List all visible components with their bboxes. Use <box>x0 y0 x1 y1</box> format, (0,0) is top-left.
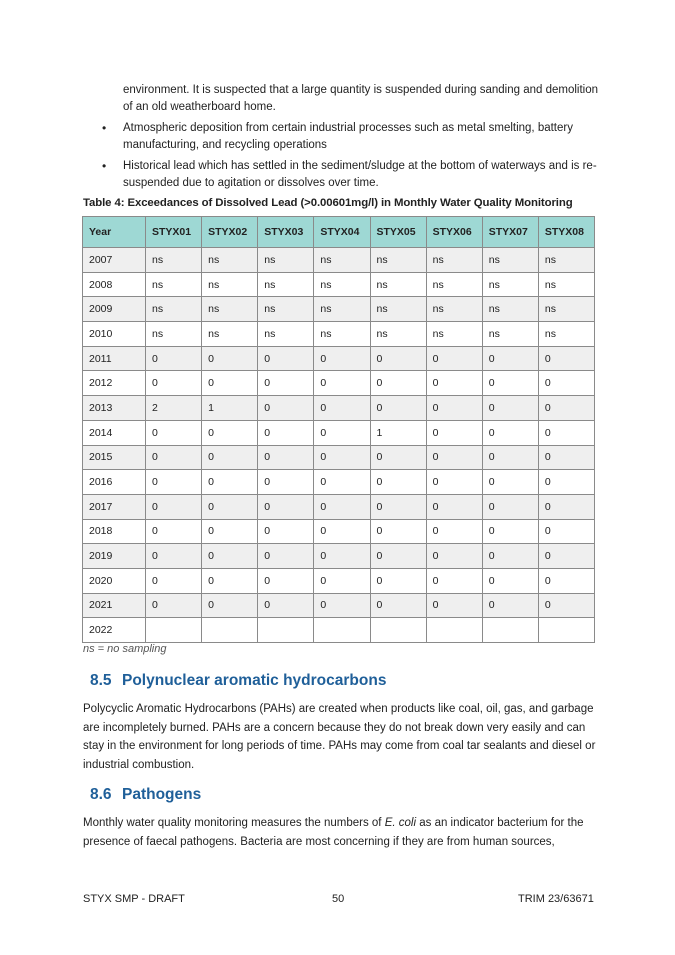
table-cell <box>426 618 482 643</box>
column-header: STYX04 <box>314 217 370 248</box>
bullet-icon: • <box>102 159 107 173</box>
table-cell <box>258 618 314 643</box>
table-cell: ns <box>482 322 538 347</box>
table-header-row <box>83 217 595 248</box>
table-cell: 0 <box>482 568 538 593</box>
table-cell: ns <box>426 322 482 347</box>
table-cell <box>314 618 370 643</box>
table-cell: 0 <box>258 420 314 445</box>
table-cell: 0 <box>426 494 482 519</box>
table-cell: ns <box>314 297 370 322</box>
table-cell: 0 <box>314 420 370 445</box>
table-cell: 0 <box>482 494 538 519</box>
table-cell: 0 <box>538 371 594 396</box>
table-cell: 0 <box>146 568 202 593</box>
table-cell: 0 <box>426 568 482 593</box>
lead-exceedance-table <box>82 216 595 643</box>
table-row <box>83 593 595 618</box>
section-8-5-paragraph: Polycyclic Aromatic Hydrocarbons (PAHs) are created when products like coal, oil, gas, and garbage are incompletely burned. PAHs are a concern because they do not break down very easily and can stay in the environment for long periods of time. PAHs may come from coal tar sealants and diesel or industrial combustion. <box>83 703 596 771</box>
table-row <box>83 346 595 371</box>
list-item <box>100 120 605 154</box>
table-cell: 0 <box>370 593 426 618</box>
table-row <box>83 371 595 396</box>
column-header: Year <box>83 217 146 248</box>
footer-right: TRIM 23/63671 <box>518 893 594 905</box>
table-cell: 0 <box>370 470 426 495</box>
table-row <box>83 396 595 421</box>
page-number: 50 <box>332 893 345 905</box>
table-cell: ns <box>482 297 538 322</box>
bullet-list <box>100 120 605 196</box>
column-header: STYX02 <box>202 217 258 248</box>
table-cell <box>146 618 202 643</box>
table-cell: 0 <box>482 519 538 544</box>
year-cell: 2019 <box>83 544 146 569</box>
section-number: 8.5 <box>90 672 112 689</box>
table-body <box>83 248 595 643</box>
table-cell: 0 <box>314 593 370 618</box>
column-header: STYX01 <box>146 217 202 248</box>
table-row <box>83 248 595 273</box>
table-cell: 0 <box>482 346 538 371</box>
table-cell: 0 <box>314 346 370 371</box>
table-cell: ns <box>426 248 482 273</box>
footer-left: STYX SMP - DRAFT <box>83 893 185 905</box>
year-cell: 2007 <box>83 248 146 273</box>
table-cell: ns <box>314 272 370 297</box>
table-cell: ns <box>426 272 482 297</box>
table-note: ns = no sampling <box>83 643 167 655</box>
table-cell: 1 <box>202 396 258 421</box>
table-cell: ns <box>482 272 538 297</box>
table-cell: 0 <box>314 519 370 544</box>
year-cell: 2015 <box>83 445 146 470</box>
table-cell: 0 <box>538 519 594 544</box>
table-cell: 0 <box>258 494 314 519</box>
table-cell: ns <box>202 322 258 347</box>
table-cell <box>202 618 258 643</box>
table-cell: 0 <box>482 396 538 421</box>
table-cell: ns <box>146 272 202 297</box>
table-cell: 0 <box>202 470 258 495</box>
table-cell: ns <box>370 248 426 273</box>
table-cell: 0 <box>426 371 482 396</box>
table-cell: ns <box>258 297 314 322</box>
table-cell: 0 <box>202 568 258 593</box>
table-cell: 0 <box>538 396 594 421</box>
table-cell: 0 <box>202 445 258 470</box>
table-cell: 0 <box>426 519 482 544</box>
section-number: 8.6 <box>90 786 112 803</box>
table-cell: ns <box>258 248 314 273</box>
table-cell: ns <box>258 322 314 347</box>
table-cell: 0 <box>482 544 538 569</box>
column-header: STYX08 <box>538 217 594 248</box>
table-row <box>83 568 595 593</box>
table-cell: 0 <box>538 470 594 495</box>
year-cell: 2011 <box>83 346 146 371</box>
table-cell: ns <box>258 272 314 297</box>
column-header: STYX07 <box>482 217 538 248</box>
year-cell: 2010 <box>83 322 146 347</box>
table-cell: ns <box>202 272 258 297</box>
year-cell: 2012 <box>83 371 146 396</box>
year-cell: 2022 <box>83 618 146 643</box>
table-cell: ns <box>202 297 258 322</box>
table-cell <box>538 618 594 643</box>
table-cell: 0 <box>146 519 202 544</box>
table-cell: ns <box>370 322 426 347</box>
table-caption: Table 4: Exceedances of Dissolved Lead (>0.00601mg/l) in Monthly Water Quality Monitoring <box>83 197 573 209</box>
table-cell: 0 <box>538 593 594 618</box>
table-cell: 0 <box>314 568 370 593</box>
table-cell: 0 <box>370 519 426 544</box>
table-row <box>83 322 595 347</box>
table-cell <box>482 618 538 643</box>
table-cell: 0 <box>202 593 258 618</box>
year-cell: 2008 <box>83 272 146 297</box>
section-heading-8-6 <box>90 786 201 804</box>
table-cell: 0 <box>146 593 202 618</box>
table-cell: 0 <box>538 420 594 445</box>
year-cell: 2013 <box>83 396 146 421</box>
table-cell: 0 <box>314 371 370 396</box>
table-cell: 0 <box>146 445 202 470</box>
table-cell: 0 <box>202 420 258 445</box>
table-cell: 0 <box>146 494 202 519</box>
table-cell: ns <box>370 272 426 297</box>
table-row <box>83 519 595 544</box>
table-cell: 0 <box>258 593 314 618</box>
bullet-text: Atmospheric deposition from certain industrial processes such as metal smelting, battery manufacturing, and recycling operations <box>123 122 573 151</box>
table-cell: 0 <box>538 568 594 593</box>
table-cell: ns <box>314 248 370 273</box>
table-cell: ns <box>538 248 594 273</box>
table-cell: 0 <box>370 494 426 519</box>
table-cell: 0 <box>202 519 258 544</box>
table-cell: ns <box>538 322 594 347</box>
list-item <box>100 158 605 192</box>
column-header: STYX06 <box>426 217 482 248</box>
table-cell: 0 <box>202 494 258 519</box>
table-row <box>83 494 595 519</box>
year-cell: 2009 <box>83 297 146 322</box>
year-cell: 2018 <box>83 519 146 544</box>
table-cell: 0 <box>146 420 202 445</box>
table-row <box>83 420 595 445</box>
table-cell: ns <box>426 297 482 322</box>
table-row <box>83 272 595 297</box>
table-cell: 0 <box>258 371 314 396</box>
table-cell: 0 <box>146 544 202 569</box>
table-cell <box>370 618 426 643</box>
species-name: E. coli <box>384 817 417 829</box>
table-cell: 0 <box>314 494 370 519</box>
table-cell: 0 <box>538 346 594 371</box>
table-cell: 0 <box>258 519 314 544</box>
table-cell: 0 <box>538 494 594 519</box>
table-cell: 0 <box>426 396 482 421</box>
table-row <box>83 445 595 470</box>
table-cell: 0 <box>426 544 482 569</box>
table-cell: ns <box>146 322 202 347</box>
table-cell: ns <box>538 297 594 322</box>
table-cell: 1 <box>370 420 426 445</box>
table-cell: 0 <box>202 371 258 396</box>
table-cell: 0 <box>482 371 538 396</box>
table-cell: 0 <box>314 470 370 495</box>
table-cell: ns <box>538 272 594 297</box>
section-heading-8-5 <box>90 672 386 690</box>
table-cell: 0 <box>258 346 314 371</box>
table-cell: 0 <box>314 396 370 421</box>
table-cell: ns <box>146 248 202 273</box>
table-cell: 0 <box>426 445 482 470</box>
table-cell: 0 <box>258 544 314 569</box>
year-cell: 2017 <box>83 494 146 519</box>
table-cell: ns <box>482 248 538 273</box>
table-cell: ns <box>370 297 426 322</box>
column-header: STYX05 <box>370 217 426 248</box>
table-cell: 0 <box>538 544 594 569</box>
table-cell: 0 <box>258 396 314 421</box>
table-cell: 0 <box>426 593 482 618</box>
year-cell: 2021 <box>83 593 146 618</box>
table-cell: 0 <box>146 371 202 396</box>
paragraph-text: Monthly water quality monitoring measures the numbers of <box>83 817 385 829</box>
table-row <box>83 544 595 569</box>
table-cell: 0 <box>482 593 538 618</box>
table-cell: 0 <box>314 445 370 470</box>
table-cell: 0 <box>370 445 426 470</box>
table-cell: 0 <box>426 420 482 445</box>
table-cell: 0 <box>258 470 314 495</box>
table-row <box>83 297 595 322</box>
table-cell: 0 <box>370 544 426 569</box>
table-cell: 0 <box>146 346 202 371</box>
year-cell: 2014 <box>83 420 146 445</box>
table-cell: 0 <box>426 346 482 371</box>
table-row <box>83 470 595 495</box>
table-cell: 0 <box>370 346 426 371</box>
table-cell: 0 <box>370 371 426 396</box>
table-cell: 0 <box>482 420 538 445</box>
paragraph-text: as an indicator bacterium for the presence of faecal pathogens. Bacteria are most concerning if they are from human sources, <box>83 817 584 848</box>
section-title: Pathogens <box>122 786 202 803</box>
continued-paragraph: environment. It is suspected that a large quantity is suspended during sanding and demolition of an old weatherboard home. <box>123 84 598 113</box>
table-cell: ns <box>202 248 258 273</box>
table-cell: 0 <box>370 568 426 593</box>
table-cell: 0 <box>426 470 482 495</box>
section-8-6-paragraph <box>83 814 598 851</box>
table-cell: ns <box>146 297 202 322</box>
table-cell: 0 <box>202 346 258 371</box>
table-cell: 0 <box>482 470 538 495</box>
table-cell: 0 <box>258 568 314 593</box>
year-cell: 2016 <box>83 470 146 495</box>
table-cell: 0 <box>370 396 426 421</box>
table-cell: 0 <box>482 445 538 470</box>
table-cell: 0 <box>538 445 594 470</box>
table-cell: 0 <box>258 445 314 470</box>
section-title: Polynuclear aromatic hydrocarbons <box>122 672 387 689</box>
table-row <box>83 618 595 643</box>
table-cell: 0 <box>146 470 202 495</box>
table-cell: 2 <box>146 396 202 421</box>
year-cell: 2020 <box>83 568 146 593</box>
bullet-text: Historical lead which has settled in the sediment/sludge at the bottom of waterways and is re-suspended due to agitation or dissolves over time. <box>123 160 597 189</box>
column-header: STYX03 <box>258 217 314 248</box>
table-cell: 0 <box>202 544 258 569</box>
bullet-icon: • <box>102 121 107 135</box>
table-cell: ns <box>314 322 370 347</box>
table-cell: 0 <box>314 544 370 569</box>
